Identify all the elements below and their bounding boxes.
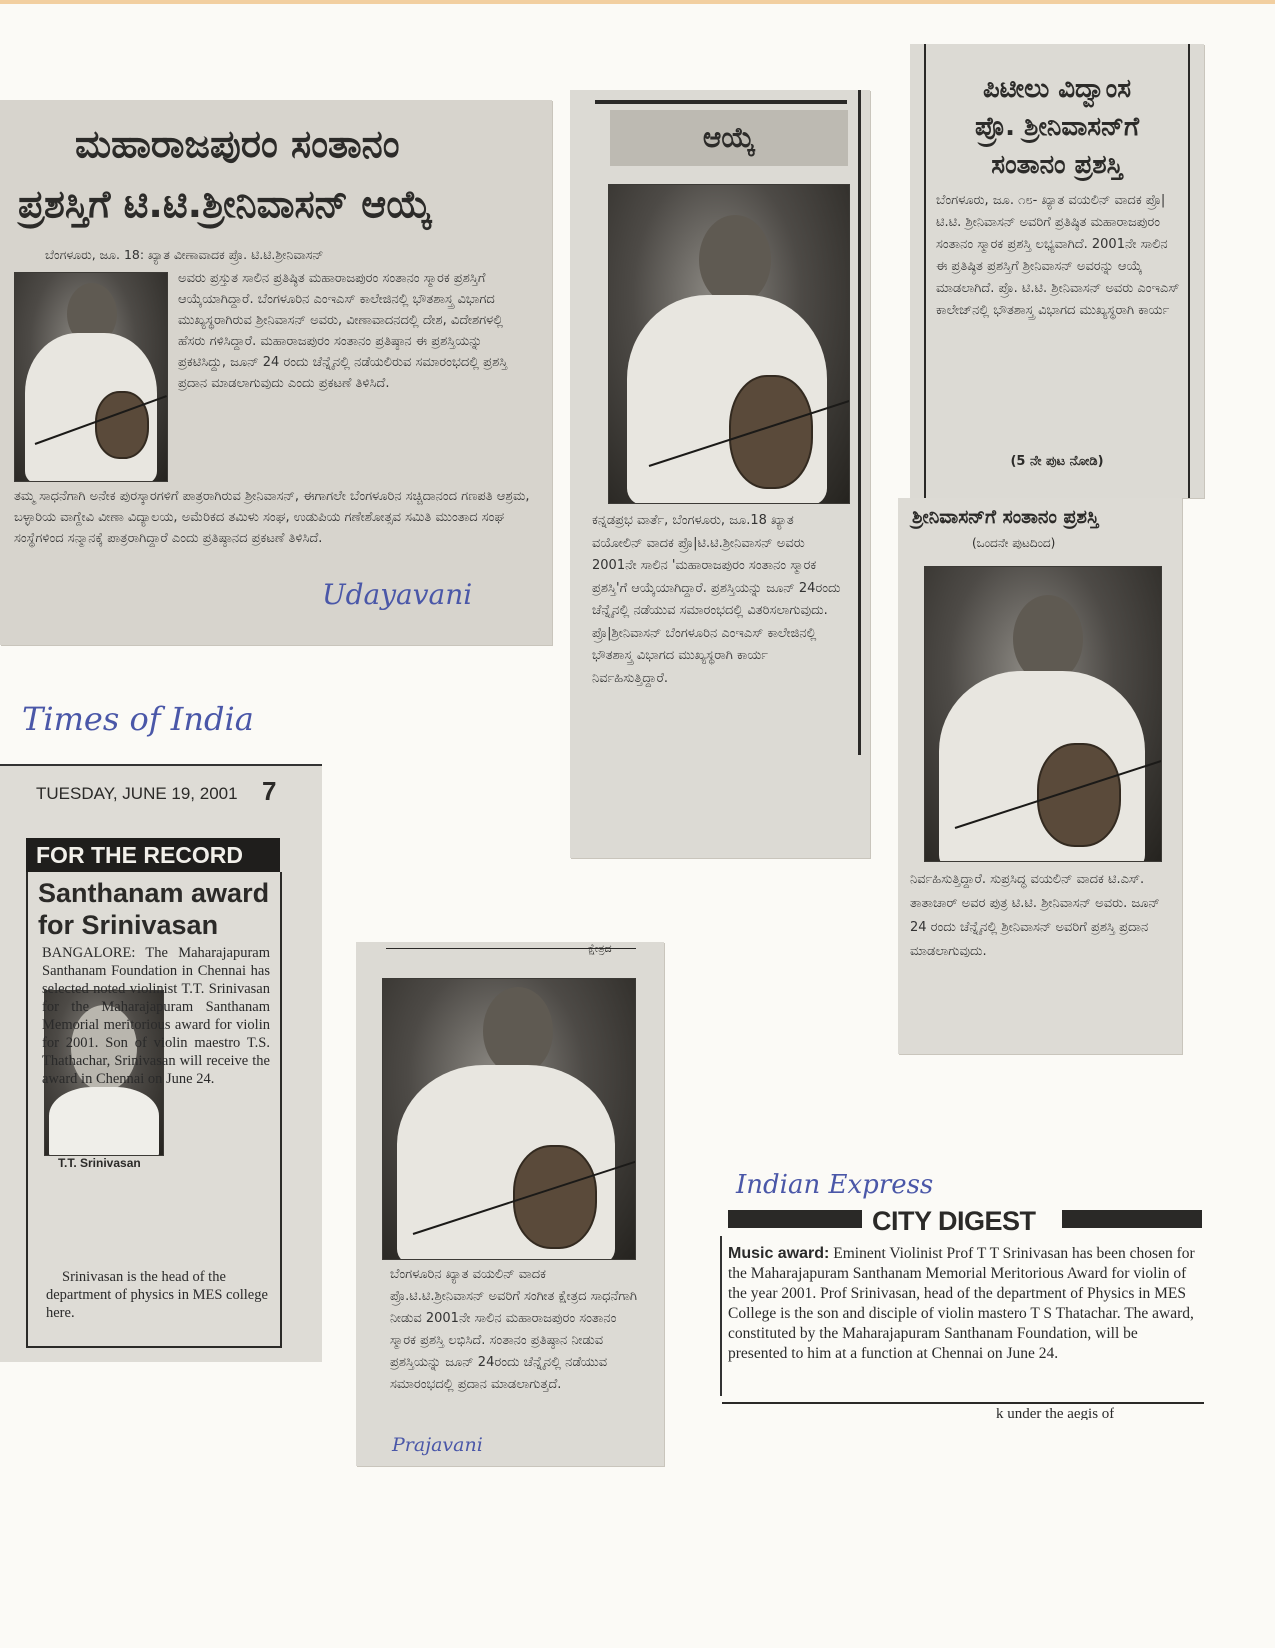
photo-srinivasan (924, 566, 1162, 862)
cut-off-line: k under the aegis of (996, 1406, 1115, 1420)
article-body: ಕನ್ನಡಪ್ರಭ ವಾರ್ತೆ, ಬೆಂಗಳೂರು, ಜೂ.18 ಖ್ಯಾತ ವಯೋಲಿನ್ ವಾದಕ ಪ್ರೊ|ಟಿ.ಟಿ.ಶ್ರೀನಿವಾಸನ್ ಅವರು 2001ನೇ ಸಾಲಿನ 'ಮಹಾರಾಜಪುರಂ ಸಂತಾನಂ ಸ್ಮಾರಕ ಪ್ರಶಸ್ತಿ'ಗೆ ಆಯ್ಕೆಯಾಗಿದ್ದಾರೆ. ಪ್ರಶಸ್ತಿಯನ್ನು ಜೂನ್ 24ರಂದು ಚೆನ್ನೈನಲ್ಲಿ ನಡೆಯುವ ಸಮಾರಂಭದಲ್ಲಿ ವಿತರಿಸಲಾಗುವುದು. ಪ್ರೊ|ಶ್ರೀನಿವಾಸನ್ ಬೆಂಗಳೂರಿನ ಎಂಇಎಸ್ ಕಾಲೇಜಿನಲ್ಲಿ ಭೌತಶಾಸ್ತ್ರ ವಿಭಾಗದ ಮುಖ್ಯಸ್ಥರಾಗಿ ಕಾರ್ಯ ನಿರ್ವಹಿಸುತ್ತಿದ್ದಾರೆ. (592, 513, 841, 686)
headline-line-1: Santhanam award (38, 878, 270, 908)
headline-line-3: ಸಂತಾನಂ ಪ್ರಶಸ್ತಿ (991, 150, 1123, 180)
photo-srinivasan (382, 978, 636, 1260)
headline: ಶ್ರೀನಿವಾಸನ್‌ಗೆ ಸಂತಾನಂ ಪ್ರಶಸ್ತಿ (912, 506, 1099, 528)
headline-line-2: for Srinivasan (38, 910, 219, 940)
article-body (728, 1244, 1198, 1364)
issue-date: TUESDAY, JUNE 19, 2001 (36, 784, 238, 803)
article-text: Eminent Violinist Prof T T Srinivasan has been chosen for the Maharajapuram Santhanam Memorial Meritorious Award for violin of the year 2001. Prof Srinivasan, head of the department of Physics in MES College is the son and disciple of violin mastero T S Thatachar. The award, constituted by the Maharajapuram Santhanam Foundation, will be presented to him at a function at Chennai on June 24. (728, 1245, 1195, 1362)
section-header: ಆಯ್ಕೆ (702, 121, 756, 154)
clipping-prajavani (356, 942, 664, 1466)
bottom-rule (722, 1402, 1204, 1404)
photo-caption: T.T. Srinivasan (58, 1156, 141, 1170)
page-number: 7 (262, 776, 277, 806)
article-body: BANGALORE: The Maharajapuram Santhanam Foundation in Chennai has selected noted violinist T.T. Srinivasan for the Maharajapuram Santhanam Memorial meritorious award for violin for 2001. Son of violin maestro T.S. Thathachar, Srinivasan will receive the award in Chennai on June 24. (42, 945, 270, 1087)
section-title: FOR THE RECORD (36, 842, 243, 868)
clipping-vijaya-continued (898, 498, 1182, 1054)
article-body-bottom: ತಮ್ಮ ಸಾಧನೆಗಾಗಿ ಅನೇಕ ಪುರಸ್ಕಾರಗಳಿಗೆ ಪಾತ್ರರಾಗಿರುವ ಶ್ರೀನಿವಾಸನ್, ಈಗಾಗಲೇ ಬೆಂಗಳೂರಿನ ಸಚ್ಚಿದಾನಂದ ಗಣಪತಿ ಆಶ್ರಮ, ಬಳ್ಳಾರಿಯ ವಾಗ್ದೇವಿ ವೀಣಾ ವಿದ್ಯಾಲಯ, ಅಮೆರಿಕದ ತಮಿಳು ಸಂಘ, ಉಡುಪಿಯ ಗಣೇಶೋತ್ಸವ ಸಮಿತಿ ಮುಂತಾದ ಸಂಘ ಸಂಸ್ಥೆಗಳಿಂದ ಸನ್ಮಾನಕ್ಕೆ ಪಾತ್ರರಾಗಿದ್ದಾರೆ ಎಂದು ಪ್ರತಿಷ್ಠಾನದ ಪ್ರಕಟಣೆ ತಿಳಿಸಿದೆ. (14, 489, 530, 546)
article-lead: Music award: (728, 1245, 830, 1262)
headline-line-2: ಪ್ರಶಸ್ತಿಗೆ ಟಿ.ಟಿ.ಶ್ರೀನಿವಾಸನ್ ಆಯ್ಕೆ (18, 182, 433, 226)
handwritten-source: Prajavani (392, 1434, 483, 1456)
photo-srinivasan (14, 272, 168, 482)
section-banner (26, 838, 280, 872)
top-rule (595, 100, 847, 104)
continued-note: (5 ನೇ ಪುಟ ನೋಡಿ) (1010, 454, 1104, 469)
clipping-kannada-prabha (570, 90, 870, 858)
handwritten-source-toi: Times of India (22, 700, 254, 738)
article-body: ನಿರ್ವಹಿಸುತ್ತಿದ್ದಾರೆ. ಸುಪ್ರಸಿದ್ಧ ವಯಲಿನ್ ವಾದಕ ಟಿ.ಎಸ್. ತಾತಾಚಾರ್ ಅವರ ಪುತ್ರ ಟಿ.ಟಿ. ಶ್ರೀನಿವಾಸನ್ ಅವರು. ಜೂನ್ 24 ರಂದು ಚೆನ್ನೈನಲ್ಲಿ ಶ್ರೀನಿವಾಸನ್ ಅವರಿಗೆ ಪ್ರಶಸ್ತಿ ಪ್ರದಾನ ಮಾಡಲಾಗುವುದು. (910, 872, 1160, 959)
handwritten-source: Indian Express (736, 1170, 934, 1200)
clipping-vijaya (910, 44, 1204, 498)
section-bar-left (728, 1210, 862, 1228)
dateline: ಬೆಂಗಳೂರು, ಜೂ. 18: ಖ್ಯಾತ ವೀಣಾವಾದಕ ಪ್ರೊ. ಟಿ.ಟಿ.ಶ್ರೀನಿವಾಸನ್ (45, 247, 324, 262)
photo-srinivasan (608, 184, 850, 504)
article-body: ಬೆಂಗಳೂರು, ಜೂ. ೧೮- ಖ್ಯಾತ ವಯಲಿನ್ ವಾದಕ ಪ್ರೊ| ಟಿ.ಟಿ. ಶ್ರೀನಿವಾಸನ್ ಅವರಿಗೆ ಪ್ರತಿಷ್ಠಿತ ಮಹಾರಾಜಪುರಂ ಸಂತಾನಂ ಸ್ಮಾರಕ ಪ್ರಶಸ್ತಿ ಲಭ್ಯವಾಗಿದೆ. 2001ನೇ ಸಾಲಿನ ಈ ಪ್ರತಿಷ್ಠಿತ ಪ್ರಶಸ್ತಿಗೆ ಶ್ರೀನಿವಾಸನ್ ಅವರನ್ನು ಆಯ್ಕೆ ಮಾಡಲಾಗಿದೆ. ಪ್ರೊ. ಟಿ.ಟಿ. ಶ್ರೀನಿವಾಸನ್ ಅವರು ಎಂಇಎಸ್ ಕಾಲೇಜ್‌ನಲ್ಲಿ ಭೌತಶಾಸ್ತ್ರ ವಿಭಾಗದ ಮುಖ್ಯಸ್ಥರಾಗಿ ಕಾರ್ಯ (936, 193, 1180, 318)
handwritten-source: Udayavani (322, 578, 473, 611)
section-title: CITY DIGEST (872, 1206, 1036, 1236)
headline-line-1: ಮಹಾರಾಜಪುರಂ ಸಂತಾನಂ (75, 122, 400, 166)
article-body-right: ಅವರು ಪ್ರಸ್ತುತ ಸಾಲಿನ ಪ್ರತಿಷ್ಠಿತ ಮಹಾರಾಜಪುರಂ ಸಂತಾನಂ ಸ್ಮಾರಕ ಪ್ರಶಸ್ತಿಗೆ ಆಯ್ಕೆಯಾಗಿದ್ದಾರೆ. ಬೆಂಗಳೂರಿನ ಎಂಇಎಸ್ ಕಾಲೇಜಿನಲ್ಲಿ ಭೌತಶಾಸ್ತ್ರ ವಿಭಾಗದ ಮುಖ್ಯಸ್ಥರಾಗಿರುವ ಶ್ರೀನಿವಾಸನ್ ಅವರು, ವೀಣಾವಾದನದಲ್ಲಿ ದೇಶ, ವಿದೇಶಗಳಲ್ಲಿ ಹೆಸರು ಗಳಿಸಿದ್ದಾರೆ. ಮಹಾರಾಜಪುರಂ ಸಂತಾನಂ ಪ್ರತಿಷ್ಠಾನ ಈ ಪ್ರಶಸ್ತಿಯನ್ನು ಪ್ರಕಟಿಸಿದ್ದು, ಜೂನ್ 24 ರಂದು ಚೆನ್ನೈನಲ್ಲಿ ನಡೆಯಲಿರುವ ಸಮಾರಂಭದಲ್ಲಿ ಪ್ರಶಸ್ತಿ ಪ್ರದಾನ ಮಾಡಲಾಗುವುದು ಎಂದು ಪ್ರಕಟಣೆ ತಿಳಿಸಿದೆ. (178, 271, 508, 391)
clipping-times-of-india (0, 682, 322, 1362)
from-page-note: (ಒಂದನೇ ಪುಟದಿಂದ) (972, 536, 1056, 550)
top-edge-line (0, 0, 1275, 4)
top-tag: ಕ್ಷೇತ್ರದ (588, 942, 612, 955)
article-body-panel (0, 822, 322, 1362)
article-body: ಬೆಂಗಳೂರಿನ ಖ್ಯಾತ ವಯಲಿನ್ ವಾದಕ ಪ್ರೊ.ಟಿ.ಟಿ.ಶ್ರೀನಿವಾಸನ್ ಅವರಿಗೆ ಸಂಗೀತ ಕ್ಷೇತ್ರದ ಸಾಧನೆಗಾಗಿ ನೀಡುವ 2001ನೇ ಸಾಲಿನ ಮಹಾರಾಜಪುರಂ ಸಂತಾನಂ ಸ್ಮಾರಕ ಪ್ರಶಸ್ತಿ ಲಭಿಸಿದೆ. ಸಂತಾನಂ ಪ್ರತಿಷ್ಠಾನ ನೀಡುವ ಪ್ರಶಸ್ತಿಯನ್ನು ಜೂನ್ 24ರಂದು ಚೆನ್ನೈನಲ್ಲಿ ನಡೆಯುವ ಸಮಾರಂಭದಲ್ಲಿ ಪ್ರದಾನ ಮಾಡಲಾಗುತ್ತದೆ. (390, 1267, 638, 1392)
article-body-second: Srinivasan is the head of the department of physics in MES college here. (46, 1269, 268, 1321)
right-rule (858, 90, 861, 755)
headline-line-2: ಪ್ರೊ. ಶ್ರೀನಿವಾಸನ್‌ಗೆ (974, 112, 1140, 142)
section-bar-right (1062, 1210, 1202, 1228)
clipping-udayavani (0, 100, 552, 645)
headline-line-1: ಪಿಟೀಲು ವಿದ್ವಾಂಸ (982, 74, 1132, 104)
date-band (0, 764, 322, 824)
header-box (610, 110, 848, 166)
clipping-indian-express (706, 1168, 1208, 1424)
